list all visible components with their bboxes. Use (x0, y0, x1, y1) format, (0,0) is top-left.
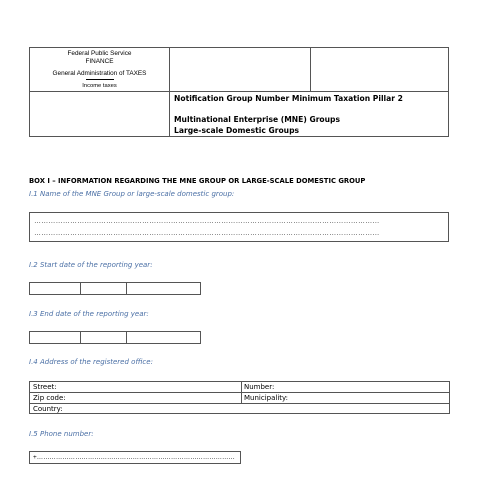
address-column-divider (241, 382, 242, 403)
group-name-line-1: ……………………………………………………………………………………………………………………………… (34, 218, 380, 225)
street-field[interactable]: Street: (33, 383, 57, 391)
date-separator (126, 283, 127, 294)
end-date-field[interactable] (29, 331, 201, 344)
start-date-field[interactable] (29, 282, 201, 295)
municipality-field[interactable]: Municipality: (244, 394, 289, 402)
header-column-divider (169, 47, 170, 137)
question-1-3-label: I.3 End date of the reporting year: (29, 310, 149, 318)
notification-title: Notification Group Number Minimum Taxation Pillar 2 (174, 94, 403, 103)
question-1-2-label: I.2 Start date of the reporting year: (29, 261, 153, 269)
address-table (29, 381, 450, 414)
date-separator (80, 332, 81, 343)
number-field[interactable]: Number: (244, 383, 275, 391)
question-1-5-label: I.5 Phone number: (29, 430, 94, 438)
group-type-mne: Multinational Enterprise (MNE) Groups (174, 115, 341, 124)
agency-underline (86, 79, 114, 80)
agency-unit: Income taxes (82, 83, 117, 89)
address-row-divider (30, 403, 449, 404)
group-type-domestic: Large-scale Domestic Groups (174, 126, 300, 135)
agency-name: Federal Public Service (67, 50, 132, 57)
country-field[interactable]: Country: (33, 405, 63, 413)
date-separator (80, 283, 81, 294)
question-1-4-label: I.4 Address of the registered office: (29, 358, 153, 366)
question-1-1-label: I.1 Name of the MNE Group or large-scale domestic group: (29, 190, 235, 198)
phone-field[interactable]: +………………………………………………………………………………… (29, 451, 241, 464)
agency-dept: FINANCE (85, 58, 114, 65)
header-column-divider (310, 47, 311, 91)
date-separator (126, 332, 127, 343)
section-title: BOX I – INFORMATION REGARDING THE MNE GROUP OR LARGE-SCALE DOMESTIC GROUP (29, 177, 366, 185)
group-name-field[interactable] (29, 212, 449, 242)
address-row-divider (30, 392, 449, 393)
zip-code-field[interactable]: Zip code: (33, 394, 66, 402)
header-divider (29, 91, 449, 92)
agency-admin: General Administration of TAXES (52, 70, 147, 77)
group-name-line-2: ……………………………………………………………………………………………………………………………… (34, 230, 380, 237)
